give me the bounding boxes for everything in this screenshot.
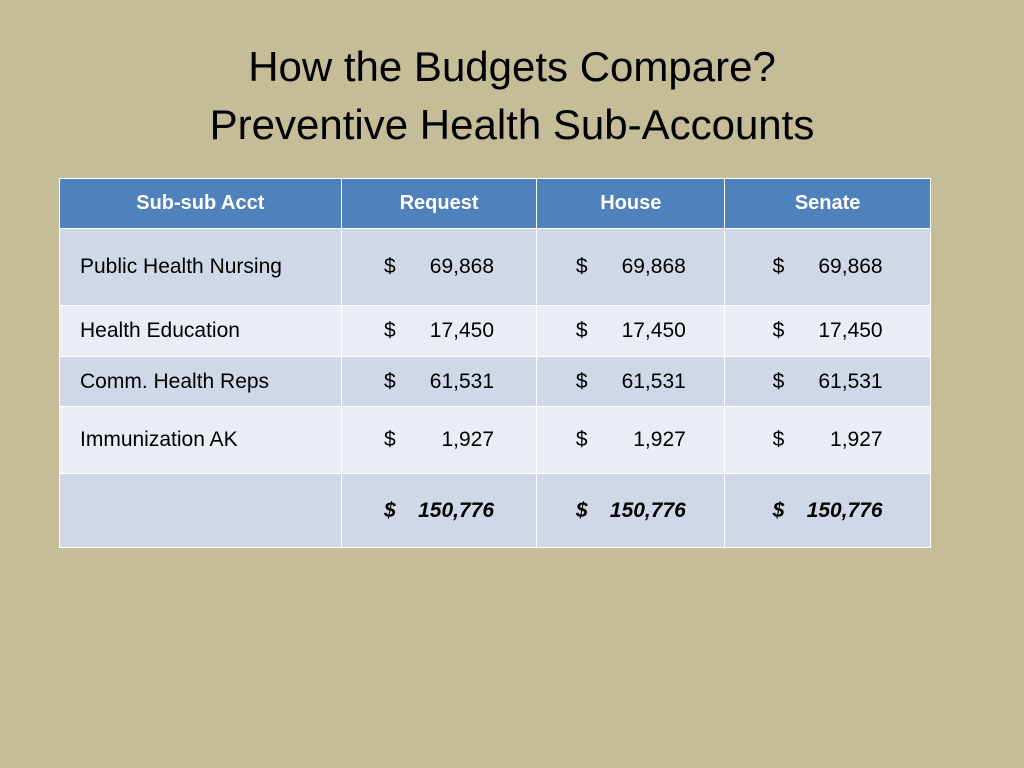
amount-value: 1,927 xyxy=(830,428,883,451)
table-row xyxy=(60,407,931,474)
amount-value: 61,531 xyxy=(429,369,495,393)
currency-symbol: $ xyxy=(575,498,588,522)
currency-symbol: $ xyxy=(772,319,785,342)
currency-symbol: $ xyxy=(772,255,785,278)
table-row xyxy=(60,229,931,306)
total-value: 150,776 xyxy=(806,498,883,522)
senate-cell xyxy=(725,306,931,357)
currency-symbol: $ xyxy=(772,369,785,393)
total-label xyxy=(60,474,342,548)
header-house: House xyxy=(537,179,725,229)
senate-total-cell xyxy=(725,474,931,548)
amount-value: 17,450 xyxy=(818,319,883,342)
currency-symbol: $ xyxy=(772,428,785,451)
header-senate: Senate xyxy=(725,179,931,229)
amount-value: 69,868 xyxy=(621,255,686,278)
title-line-2: Preventive Health Sub-Accounts xyxy=(209,101,815,148)
request-cell xyxy=(341,357,537,407)
house-total-cell xyxy=(537,474,725,548)
currency-symbol: $ xyxy=(772,498,785,522)
row-label: Comm. Health Reps xyxy=(60,357,342,407)
currency-symbol: $ xyxy=(575,369,588,393)
row-label: Public Health Nursing xyxy=(60,229,342,306)
senate-cell xyxy=(725,407,931,474)
header-sub-sub-acct: Sub-sub Acct xyxy=(60,179,342,229)
amount-value: 1,927 xyxy=(633,428,686,451)
currency-symbol: $ xyxy=(575,428,588,451)
total-row xyxy=(60,474,931,548)
request-total-cell xyxy=(341,474,537,548)
request-cell xyxy=(341,306,537,357)
title-line-1: How the Budgets Compare? xyxy=(248,43,776,90)
amount-value: 61,531 xyxy=(818,369,883,393)
budget-table xyxy=(59,178,931,548)
house-cell xyxy=(537,407,725,474)
total-value: 150,776 xyxy=(609,498,686,522)
amount-value: 69,868 xyxy=(429,255,495,278)
currency-symbol: $ xyxy=(384,498,396,522)
table-row xyxy=(60,357,931,407)
senate-cell xyxy=(725,229,931,306)
row-label: Health Education xyxy=(60,306,342,357)
currency-symbol: $ xyxy=(384,369,396,393)
house-cell xyxy=(537,306,725,357)
row-label: Immunization AK xyxy=(60,407,342,474)
table-row xyxy=(60,306,931,357)
amount-value: 1,927 xyxy=(441,428,495,451)
currency-symbol: $ xyxy=(384,319,396,342)
request-cell xyxy=(341,229,537,306)
house-cell xyxy=(537,357,725,407)
currency-symbol: $ xyxy=(384,255,396,278)
amount-value: 17,450 xyxy=(429,319,495,342)
amount-value: 69,868 xyxy=(818,255,883,278)
currency-symbol: $ xyxy=(575,319,588,342)
house-cell xyxy=(537,229,725,306)
header-request: Request xyxy=(341,179,537,229)
amount-value: 61,531 xyxy=(621,369,686,393)
slide-title xyxy=(0,38,1024,154)
currency-symbol: $ xyxy=(384,428,396,451)
amount-value: 17,450 xyxy=(621,319,686,342)
request-cell xyxy=(341,407,537,474)
currency-symbol: $ xyxy=(575,255,588,278)
total-value: 150,776 xyxy=(418,498,495,522)
header-row xyxy=(60,179,931,229)
senate-cell xyxy=(725,357,931,407)
